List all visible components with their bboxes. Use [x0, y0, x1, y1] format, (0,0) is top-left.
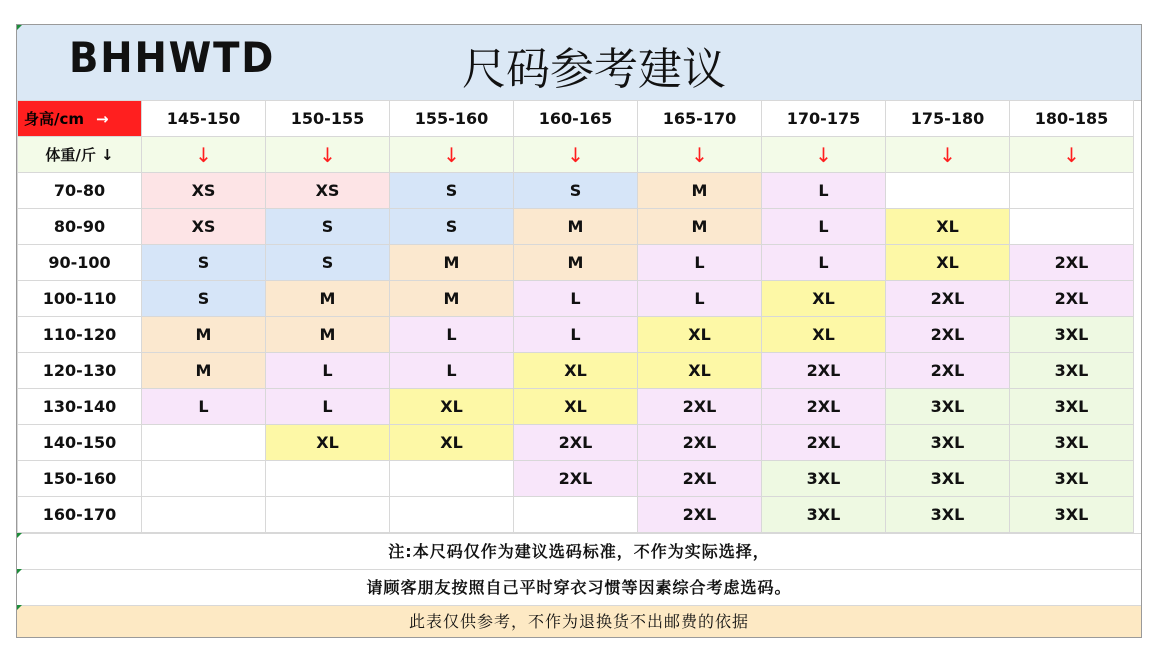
weight-label: 体重/斤 ↓	[18, 137, 142, 173]
size-cell: 2XL	[638, 425, 762, 461]
size-cell: S	[390, 173, 514, 209]
size-cell: XL	[390, 389, 514, 425]
table-row	[18, 317, 1134, 353]
size-cell: L	[762, 209, 886, 245]
weight-range-label: 140-150	[18, 425, 142, 461]
size-cell: 2XL	[1010, 245, 1134, 281]
size-cell: XL	[762, 281, 886, 317]
size-cell: L	[142, 389, 266, 425]
down-arrow-icon: ↓	[762, 137, 886, 173]
size-cell: 2XL	[638, 461, 762, 497]
size-cell: L	[638, 281, 762, 317]
weight-range-label: 70-80	[18, 173, 142, 209]
size-cell	[142, 425, 266, 461]
size-cell: 2XL	[762, 425, 886, 461]
weight-range-label: 160-170	[18, 497, 142, 533]
size-cell: L	[638, 245, 762, 281]
weight-range-label: 90-100	[18, 245, 142, 281]
size-cell: M	[390, 245, 514, 281]
right-arrow-icon: →	[96, 110, 109, 128]
size-cell: S	[390, 209, 514, 245]
table-row	[18, 245, 1134, 281]
height-range-header: 175-180	[886, 101, 1010, 137]
size-cell: 2XL	[762, 353, 886, 389]
size-cell: S	[514, 173, 638, 209]
size-table	[17, 100, 1134, 533]
size-cell: M	[142, 317, 266, 353]
weight-header-row	[18, 137, 1134, 173]
size-cell	[142, 461, 266, 497]
size-cell: 2XL	[638, 497, 762, 533]
table-row	[18, 389, 1134, 425]
size-cell: 2XL	[514, 425, 638, 461]
down-arrow-icon: ↓	[886, 137, 1010, 173]
page-title: 尺码参考建议	[462, 44, 726, 95]
cell-marker-icon	[17, 533, 22, 538]
size-cell	[886, 173, 1010, 209]
size-cell: L	[514, 281, 638, 317]
note-line-1: 注:本尺码仅作为建议选码标准，不作为实际选择，	[17, 533, 1141, 569]
size-cell	[390, 461, 514, 497]
table-row	[18, 281, 1134, 317]
size-cell	[514, 497, 638, 533]
cell-marker-icon	[17, 605, 22, 610]
size-cell	[390, 497, 514, 533]
size-cell: XL	[886, 245, 1010, 281]
down-arrow-icon: ↓	[514, 137, 638, 173]
size-cell: XL	[514, 353, 638, 389]
size-cell: XL	[762, 317, 886, 353]
size-cell	[142, 497, 266, 533]
height-label: 身高/cm	[24, 110, 85, 128]
table-row	[18, 353, 1134, 389]
size-cell: M	[390, 281, 514, 317]
size-cell: S	[142, 281, 266, 317]
size-cell: XL	[514, 389, 638, 425]
size-cell: S	[142, 245, 266, 281]
size-cell: M	[266, 281, 390, 317]
table-row	[18, 209, 1134, 245]
size-cell: 3XL	[762, 461, 886, 497]
height-range-header: 170-175	[762, 101, 886, 137]
size-cell: 2XL	[514, 461, 638, 497]
size-cell: S	[266, 245, 390, 281]
weight-range-label: 100-110	[18, 281, 142, 317]
size-cell: L	[390, 317, 514, 353]
table-row	[18, 425, 1134, 461]
brand-name: BHHWTD	[69, 33, 276, 82]
down-arrow-icon: ↓	[390, 137, 514, 173]
size-cell: 3XL	[886, 425, 1010, 461]
down-arrow-icon: ↓	[638, 137, 762, 173]
height-range-header: 150-155	[266, 101, 390, 137]
size-cell: S	[266, 209, 390, 245]
weight-range-label: 130-140	[18, 389, 142, 425]
size-cell: L	[390, 353, 514, 389]
size-cell: 3XL	[1010, 389, 1134, 425]
size-cell: 3XL	[1010, 353, 1134, 389]
weight-range-label: 120-130	[18, 353, 142, 389]
size-cell: XS	[266, 173, 390, 209]
size-cell: 3XL	[1010, 317, 1134, 353]
height-range-header: 160-165	[514, 101, 638, 137]
size-cell: 3XL	[1010, 461, 1134, 497]
size-cell: XL	[390, 425, 514, 461]
size-cell: XL	[638, 353, 762, 389]
table-row	[18, 173, 1134, 209]
note-line-2: 请顾客朋友按照自己平时穿衣习惯等因素综合考虑选码。	[17, 569, 1141, 605]
size-cell: XS	[142, 173, 266, 209]
height-range-header: 165-170	[638, 101, 762, 137]
cell-marker-icon	[17, 25, 22, 30]
height-range-header: 180-185	[1010, 101, 1134, 137]
table-row	[18, 497, 1134, 533]
size-cell	[266, 461, 390, 497]
size-cell: 2XL	[762, 389, 886, 425]
table-row	[18, 461, 1134, 497]
size-cell: 2XL	[1010, 281, 1134, 317]
weight-range-label: 150-160	[18, 461, 142, 497]
down-arrow-icon: ↓	[1010, 137, 1134, 173]
size-cell: M	[638, 173, 762, 209]
size-cell: L	[514, 317, 638, 353]
size-cell: XS	[142, 209, 266, 245]
size-cell: 2XL	[886, 281, 1010, 317]
size-cell: 3XL	[1010, 497, 1134, 533]
height-range-header: 145-150	[142, 101, 266, 137]
size-cell: 2XL	[886, 353, 1010, 389]
size-cell: 2XL	[638, 389, 762, 425]
size-cell: 3XL	[886, 461, 1010, 497]
size-cell: M	[142, 353, 266, 389]
size-cell: XL	[266, 425, 390, 461]
size-cell: L	[762, 173, 886, 209]
size-cell: 3XL	[762, 497, 886, 533]
note-line-3: 此表仅供参考，不作为退换货不出邮费的依据	[17, 605, 1141, 637]
size-cell	[1010, 173, 1134, 209]
down-arrow-icon: ↓	[142, 137, 266, 173]
size-cell: L	[762, 245, 886, 281]
size-cell: 3XL	[1010, 425, 1134, 461]
size-cell: XL	[886, 209, 1010, 245]
down-arrow-icon: ↓	[266, 137, 390, 173]
size-cell: XL	[638, 317, 762, 353]
size-chart	[16, 24, 1142, 638]
size-cell	[266, 497, 390, 533]
size-cell: 2XL	[886, 317, 1010, 353]
size-cell: L	[266, 353, 390, 389]
size-cell: M	[266, 317, 390, 353]
weight-range-label: 80-90	[18, 209, 142, 245]
size-cell: L	[266, 389, 390, 425]
size-cell: M	[638, 209, 762, 245]
size-cell: M	[514, 209, 638, 245]
height-label-cell	[18, 101, 142, 137]
cell-marker-icon	[17, 569, 22, 574]
size-cell: M	[514, 245, 638, 281]
size-cell: 3XL	[886, 389, 1010, 425]
weight-range-label: 110-120	[18, 317, 142, 353]
chart-header	[17, 25, 1141, 101]
height-header-row	[18, 101, 1134, 137]
height-range-header: 155-160	[390, 101, 514, 137]
size-cell	[1010, 209, 1134, 245]
size-cell: 3XL	[886, 497, 1010, 533]
